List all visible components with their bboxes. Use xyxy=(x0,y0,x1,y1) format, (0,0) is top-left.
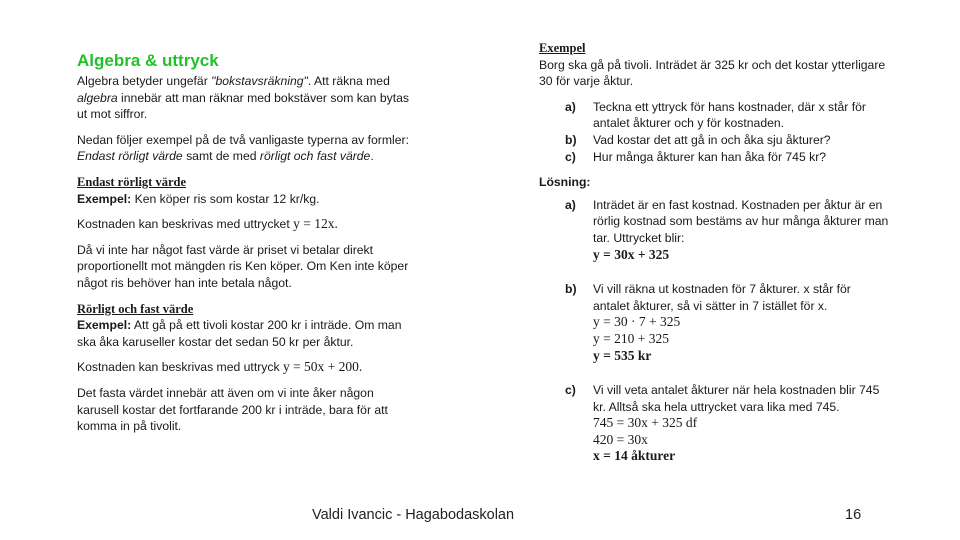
note-fixed: Det fasta värdet innebär att även om vi inte åker någon karusell kostar det fortfarande 200 kr i inträde, bara för att komma in på tivolit. xyxy=(77,385,388,434)
formula-variable: y = 12x. xyxy=(293,216,338,232)
question-a: a) Teckna ett yttryck för hans kostnader, där x står för antalet åkturer och y för kostnaden. xyxy=(565,99,866,131)
left-column xyxy=(77,50,417,435)
intro-paragraph-1: Algebra betyder ungefär "bokstavsräkning". Att räkna med algebra innebär att man räknar med bokstäver som kan bytas ut mot siffror. xyxy=(77,74,409,122)
expression-variable: Kostnaden kan beskrivas med uttrycket y = 12x. xyxy=(77,216,338,232)
intro-paragraph-2: Nedan följer exempel på de två vanligaste typerna av formler: Endast rörligt värde samt de med rörligt och fast värde. xyxy=(77,132,409,164)
page-number: 16 xyxy=(845,507,862,523)
solution-a-formula: y = 30x + 325 xyxy=(593,246,670,262)
example-heading: Exempel xyxy=(539,41,586,55)
solution-c-formula-1: 745 = 30x + 325 df xyxy=(593,415,698,431)
example-fixed: Exempel: Att gå på ett tivoli kostar 200 kr i inträde. Om man ska åka karuseller kostar det sedan 50 kr per åktur. xyxy=(77,318,402,349)
solution-b-formula-3: y = 535 kr xyxy=(593,347,652,363)
solution-heading: Lösning: xyxy=(539,175,591,190)
expression-fixed: Kostnaden kan beskrivas med uttryck y = 50x + 200. xyxy=(77,359,363,375)
note-variable: Då vi inte har något fast värde är priset vi betalar direkt proportionellt mot mängden ris Ken köper. Om Ken inte köper något ris behöver han inte betala något. xyxy=(77,242,409,290)
section-heading-fixed: Rörligt och fast värde xyxy=(77,301,194,316)
example-text: Borg ska gå på tivoli. Inträdet är 325 kr och det kostar ytterligare 30 för varje åktur. xyxy=(539,57,886,89)
solution-a: a) Inträdet är en fast kostnad. Kostnaden per åktur är en rörlig kostnad som bestäms av hur många åkturer man tar. Uttrycket blir: y = 30x + 325 xyxy=(565,197,889,262)
question-c: c) Hur många åkturer kan han åka för 745 kr? xyxy=(565,149,827,164)
solution-c-formula-3: x = 14 åkturer xyxy=(593,448,676,464)
solution-c-formula-2: 420 = 30x xyxy=(593,431,648,447)
section-heading-variable: Endast rörligt värde xyxy=(77,174,187,189)
solution-b-formula-2: y = 210 + 325 xyxy=(593,330,669,346)
question-b: b) Vad kostar det att gå in och åka sju åkturer? xyxy=(565,132,831,147)
formula-fixed: y = 50x + 200. xyxy=(282,359,363,375)
solution-b: b) Vi vill räkna ut kostnaden för 7 åkturer. x står för antalet åkturer, så vi sätter in 7 istället för x. y = 30 · 7 + 325 y = 210 + 325 y = 535 kr xyxy=(539,281,889,364)
solution-c: c) Vi vill veta antalet åkturer när hela kostnaden blir 745 kr. Alltså ska hela uttrycket vara lika med 745. 745 = 30x + 325 df 420 = 30x x = 14 åkturer xyxy=(539,382,889,465)
right-column xyxy=(539,40,889,465)
footer-author: Valdi Ivancic - Hagabodaskolan xyxy=(312,507,515,523)
example-variable: Exempel: Ken köper ris som kostar 12 kr/kg. xyxy=(77,191,320,206)
solution-b-formula-1: y = 30 · 7 + 325 xyxy=(593,314,681,330)
page-title: Algebra & uttryck xyxy=(77,51,219,70)
